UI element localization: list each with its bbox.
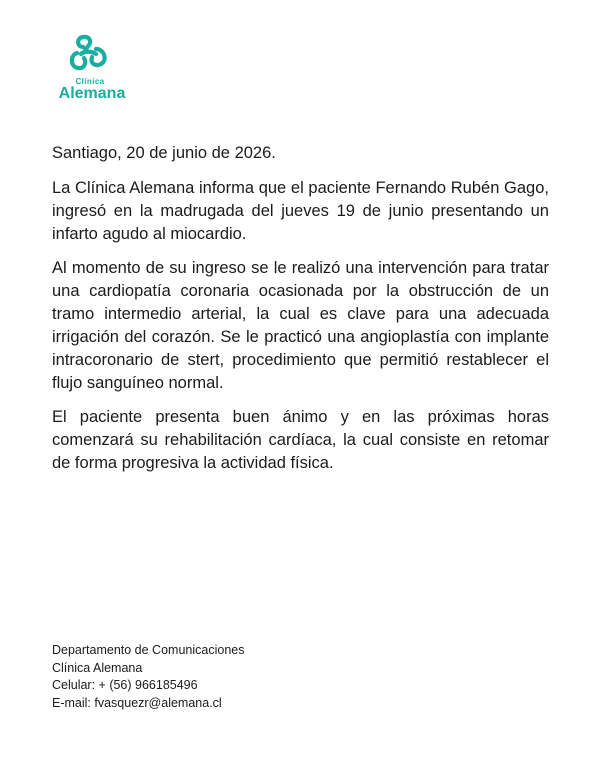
footer-department: Departamento de Comunicaciones [52, 643, 245, 657]
logo-text-clinica: Clínica [75, 77, 105, 86]
logo-text-alemana: Alemana [58, 85, 126, 102]
contact-footer [52, 642, 452, 712]
date-line: Santiago, 20 de junio de 2026. [52, 144, 276, 162]
footer-phone: Celular: + (56) 966185496 [52, 678, 198, 692]
paragraph-admission: La Clínica Alemana informa que el paciente Fernando Rubén Gago, ingresó en la madrugada del jueves 19 de junio presentando un infarto agudo al miocardio. [52, 179, 549, 243]
clinica-alemana-logo [52, 34, 142, 104]
footer-organization: Clínica Alemana [52, 660, 143, 675]
letter-body [52, 142, 549, 486]
footer-email: E-mail: fvasquezr@alemana.cl [52, 695, 222, 710]
paragraph-recovery: El paciente presenta buen ánimo y en las próximas horas comenzará su rehabilitación cardíaca, la cual consiste en retomar de forma progresiva la actividad física. [52, 408, 549, 472]
clinica-alemana-symbol-icon [67, 34, 111, 74]
paragraph-procedure: Al momento de su ingreso se le realizó una intervención para tratar una cardiopatía coronaria ocasionada por la obstrucción de un tramo intermedio arterial, la cual es clave para una adecuada irrigación del corazón. Se le practicó una angioplastía con implante intracoronario de stert, procedimiento que permitió restablecer el flujo sanguíneo normal. [52, 259, 549, 392]
